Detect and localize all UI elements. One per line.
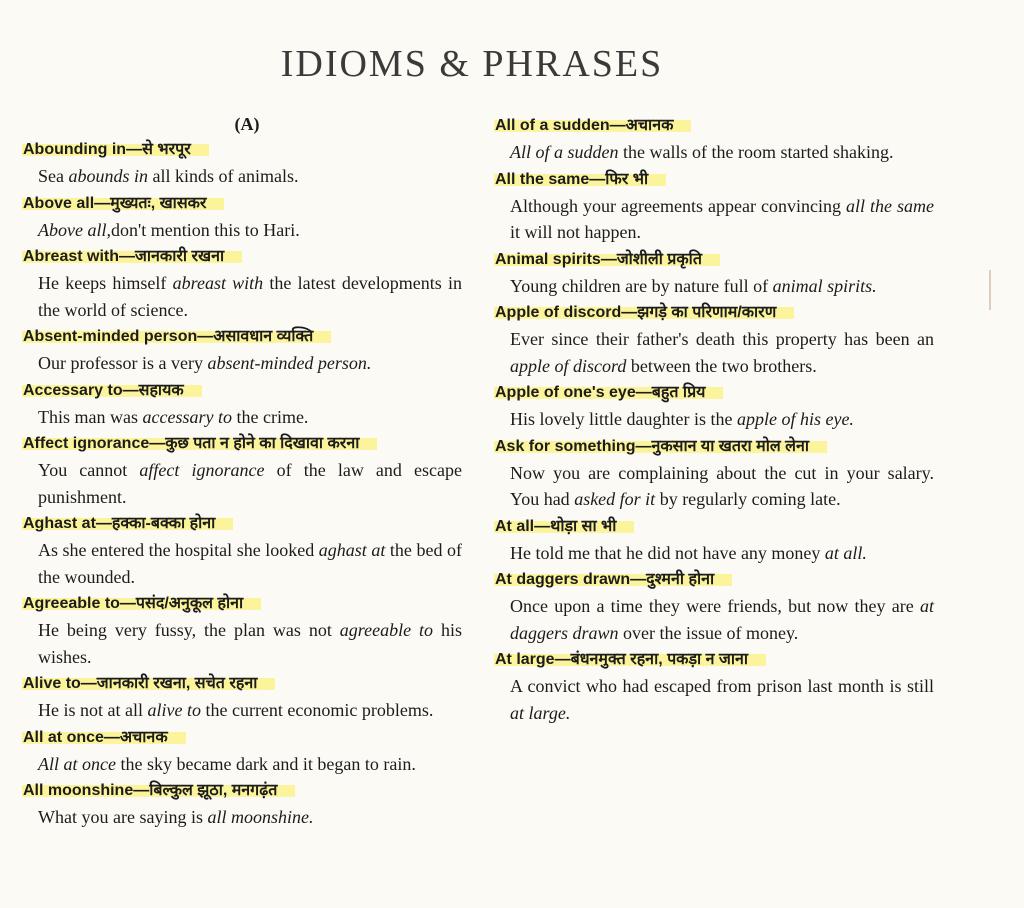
idiom-term: Alive to: [23, 675, 81, 692]
example-sentence: [22, 537, 462, 590]
em-dash: —: [630, 571, 647, 588]
example-text: Our professor is a very: [38, 353, 208, 373]
italic-phrase: at daggers drawn: [510, 596, 934, 643]
idiom-meaning: जानकारी रखना, सचेत रहना: [96, 675, 258, 692]
italic-phrase: All of a sudden: [510, 142, 619, 162]
example-text: the current economic problems.: [200, 700, 434, 720]
idiom-heading: [22, 510, 462, 537]
em-dash: —: [126, 141, 143, 158]
highlight-mark: [494, 171, 666, 188]
idiom-entry: [494, 299, 934, 379]
em-dash: —: [80, 675, 97, 692]
idiom-meaning: फिर भी: [605, 170, 649, 188]
example-text: over the issue of money.: [618, 622, 799, 643]
idiom-term: All the same: [495, 170, 590, 188]
italic-phrase: aghast at: [318, 540, 386, 560]
idiom-term: Abreast with: [23, 248, 120, 265]
em-dash: —: [133, 782, 150, 799]
idiom-entry: [494, 379, 934, 433]
italic-phrase: at all.: [824, 542, 867, 563]
idiom-term: Abounding in: [23, 141, 127, 158]
idiom-heading: [494, 433, 934, 460]
example-text: it will not happen.: [510, 222, 641, 242]
example-sentence: [494, 193, 934, 246]
em-dash: —: [95, 515, 112, 532]
italic-phrase: abounds in: [68, 166, 149, 186]
example-text: He told me that he did not have any money: [510, 542, 825, 563]
italic-phrase: at large.: [510, 702, 571, 723]
idiom-meaning: सहायक: [138, 381, 184, 399]
right-entries: [494, 112, 934, 726]
idiom-meaning: पसंद/अनुकूल होना: [135, 595, 244, 612]
idiom-term: Animal spirits: [495, 250, 601, 268]
idiom-term: At daggers drawn: [495, 571, 631, 588]
idiom-heading: [22, 136, 462, 163]
idiom-meaning: बिल्कुल झूठा, मनगढ़ंत: [149, 782, 278, 799]
example-text: of the law and escape punishment.: [38, 460, 462, 507]
idiom-term: At all: [495, 517, 535, 535]
left-column: [22, 112, 462, 831]
italic-phrase: all the same: [845, 195, 934, 216]
example-text: Although your agreements appear convincing: [510, 195, 846, 216]
idiom-entry: [22, 190, 462, 244]
idiom-term: Apple of discord: [495, 304, 622, 321]
highlight-mark: [494, 304, 794, 321]
highlight-mark: [22, 328, 331, 345]
example-text: the crime.: [231, 406, 309, 427]
example-sentence: [22, 697, 462, 724]
example-text: between the two brothers.: [626, 355, 817, 376]
example-sentence: [494, 540, 934, 567]
highlight-mark: [22, 382, 202, 399]
highlight-mark: [22, 141, 209, 158]
em-dash: —: [103, 728, 120, 746]
em-dash: —: [119, 248, 136, 265]
italic-phrase: alive to: [147, 700, 201, 720]
example-sentence: [494, 460, 934, 513]
example-text: Ever since their father's death this property has been an: [510, 329, 934, 349]
example-sentence: [494, 593, 934, 646]
idiom-entry: [494, 513, 934, 567]
idiom-meaning: नुकसान या खतरा मोल लेना: [651, 437, 810, 455]
italic-phrase: apple of discord: [510, 355, 627, 376]
highlight-mark: [494, 117, 691, 134]
idiom-term: At large: [495, 651, 555, 668]
em-dash: —: [589, 170, 606, 188]
idiom-term: Affect ignorance: [23, 435, 150, 452]
example-text: don't mention this to Hari.: [110, 219, 300, 240]
idiom-term: Agreeable to: [23, 595, 120, 612]
em-dash: —: [635, 384, 652, 401]
italic-phrase: animal spirits.: [772, 275, 877, 296]
idiom-entry: [22, 724, 462, 778]
idiom-meaning: दुश्मनी होना: [646, 571, 715, 588]
em-dash: —: [609, 117, 626, 134]
idiom-heading: [22, 590, 462, 617]
em-dash: —: [554, 651, 571, 668]
idiom-term: Aghast at: [23, 515, 96, 532]
idiom-heading: [22, 670, 462, 697]
em-dash: —: [149, 435, 166, 452]
em-dash: —: [119, 595, 136, 612]
example-text: What you are saying is: [38, 807, 208, 827]
idiom-term: All moonshine: [23, 782, 134, 799]
idiom-heading: [22, 724, 462, 751]
idiom-meaning: थोड़ा सा भी: [550, 517, 617, 535]
idiom-entry: [22, 670, 462, 724]
em-dash: —: [534, 517, 551, 535]
idiom-entry: [22, 136, 462, 190]
em-dash: —: [635, 437, 652, 455]
idiom-entry: [494, 433, 934, 513]
idiom-heading: [22, 777, 462, 804]
example-sentence: [494, 326, 934, 379]
example-text: by regularly coming late.: [655, 489, 841, 509]
idiom-meaning: कुछ पता न होने का दिखावा करना: [165, 435, 360, 452]
highlight-mark: [494, 571, 732, 588]
example-sentence: [22, 804, 462, 831]
highlight-mark: [494, 438, 827, 455]
em-dash: —: [197, 328, 214, 345]
example-sentence: [22, 404, 462, 431]
page-title: IDIOMS & PHRASES: [280, 43, 664, 85]
example-sentence: [494, 673, 934, 726]
idiom-meaning: से भरपूर: [142, 141, 191, 158]
idiom-heading: [22, 190, 462, 217]
example-text: the sky became dark and it began to rain.: [115, 753, 416, 774]
example-text: all kinds of animals.: [148, 166, 299, 186]
highlight-mark: [22, 782, 295, 799]
example-sentence: [22, 457, 462, 510]
italic-phrase: agreeable to: [339, 620, 434, 640]
example-text: Once upon a time they were friends, but now they are: [510, 596, 920, 616]
idiom-heading: [22, 377, 462, 404]
idiom-term: Apple of one's eye: [495, 384, 636, 401]
margin-mark: [989, 270, 991, 310]
example-text: the latest developments in the world of science.: [38, 273, 463, 320]
highlight-mark: [22, 435, 377, 452]
idiom-entry: [22, 777, 462, 831]
example-text: He being very fussy, the plan was not: [38, 620, 340, 640]
idiom-term: Ask for something: [495, 437, 636, 455]
example-text: You cannot: [38, 460, 140, 480]
em-dash: —: [621, 304, 638, 321]
idiom-entry: [22, 323, 462, 377]
italic-phrase: all moonshine.: [207, 807, 314, 827]
idiom-entry: [494, 566, 934, 646]
idiom-meaning: अचानक: [625, 117, 674, 134]
idiom-entry: [494, 646, 934, 726]
right-column: [494, 112, 934, 726]
highlight-mark: [22, 248, 242, 265]
example-sentence: [22, 751, 462, 778]
idiom-entry: [494, 112, 934, 166]
italic-phrase: apple of his eye.: [736, 409, 854, 429]
idiom-heading: [494, 299, 934, 326]
idiom-term: Absent-minded person: [23, 328, 198, 345]
idiom-term: All of a sudden: [495, 117, 610, 134]
idiom-heading: [494, 166, 934, 193]
idiom-heading: [494, 246, 934, 273]
idiom-heading: [494, 513, 934, 540]
example-text: His lovely little daughter is the: [510, 409, 737, 429]
highlight-mark: [494, 518, 634, 535]
idiom-entry: [494, 246, 934, 300]
em-dash: —: [122, 381, 139, 399]
highlight-mark: [22, 515, 233, 532]
example-sentence: [22, 163, 462, 190]
idiom-meaning: हक्का-बक्का होना: [111, 515, 216, 532]
italic-phrase: asked for it: [574, 489, 656, 509]
highlight-mark: [494, 384, 723, 401]
italic-phrase: abreast with: [172, 273, 264, 293]
idiom-meaning: अचानक: [119, 728, 168, 746]
idiom-heading: [22, 430, 462, 457]
idiom-heading: [22, 323, 462, 350]
example-sentence: [22, 217, 462, 244]
example-sentence: [494, 406, 934, 433]
example-text: Now you are complaining about the cut in your salary. You had: [510, 462, 934, 509]
idiom-meaning: बहुत प्रिय: [651, 384, 706, 401]
idiom-meaning: असावधान व्यक्ति: [213, 328, 314, 345]
idiom-entry: [22, 377, 462, 431]
idiom-meaning: बंधनमुक्त रहना, पकड़ा न जाना: [570, 651, 748, 668]
idiom-meaning: जानकारी रखना: [135, 248, 225, 265]
example-text: A convict who had escaped from prison last month is still: [510, 676, 934, 696]
example-text: He keeps himself: [38, 273, 173, 293]
example-text: the bed of the wounded.: [38, 540, 462, 587]
example-sentence: [494, 273, 934, 300]
em-dash: —: [600, 250, 617, 268]
idiom-meaning: झगड़े का परिणाम/कारण: [637, 304, 777, 321]
idiom-heading: [494, 379, 934, 406]
idiom-heading: [494, 112, 934, 139]
italic-phrase: accessary to: [142, 406, 232, 427]
section-letter: (A): [234, 114, 260, 134]
italic-phrase: Above all,: [38, 219, 111, 240]
italic-phrase: All at once: [38, 753, 116, 774]
idiom-entry: [22, 430, 462, 510]
idiom-term: All at once: [23, 728, 104, 746]
example-sentence: [22, 350, 462, 377]
example-sentence: [22, 270, 462, 323]
idiom-entry: [22, 243, 462, 323]
highlight-mark: [22, 595, 261, 612]
idiom-heading: [22, 243, 462, 270]
idiom-heading: [494, 646, 934, 673]
idiom-entry: [22, 590, 462, 670]
highlight-mark: [22, 675, 275, 692]
example-sentence: [494, 139, 934, 166]
idiom-term: Accessary to: [23, 381, 123, 399]
idiom-entry: [494, 166, 934, 246]
idiom-meaning: मुख्यतः, खासकर: [110, 194, 207, 212]
idiom-term: Above all: [23, 194, 95, 212]
highlight-mark: [494, 251, 720, 268]
example-text: This man was: [38, 406, 143, 427]
highlight-mark: [494, 651, 766, 668]
example-sentence: [22, 617, 462, 670]
example-text: his wishes.: [38, 620, 462, 667]
idiom-meaning: जोशीली प्रकृति: [616, 250, 702, 268]
left-entries: [22, 136, 462, 831]
example-text: Young children are by nature full of: [510, 275, 773, 296]
idiom-entry: [22, 510, 462, 590]
italic-phrase: absent-minded person.: [207, 353, 372, 373]
highlight-mark: [22, 729, 186, 746]
italic-phrase: affect ignorance: [139, 460, 265, 480]
example-text: Sea: [38, 166, 69, 186]
example-text: As she entered the hospital she looked: [38, 540, 319, 560]
em-dash: —: [94, 194, 111, 212]
example-text: He is not at all: [38, 700, 148, 720]
idiom-heading: [494, 566, 934, 593]
highlight-mark: [22, 195, 224, 212]
example-text: the walls of the room started shaking.: [618, 142, 894, 162]
